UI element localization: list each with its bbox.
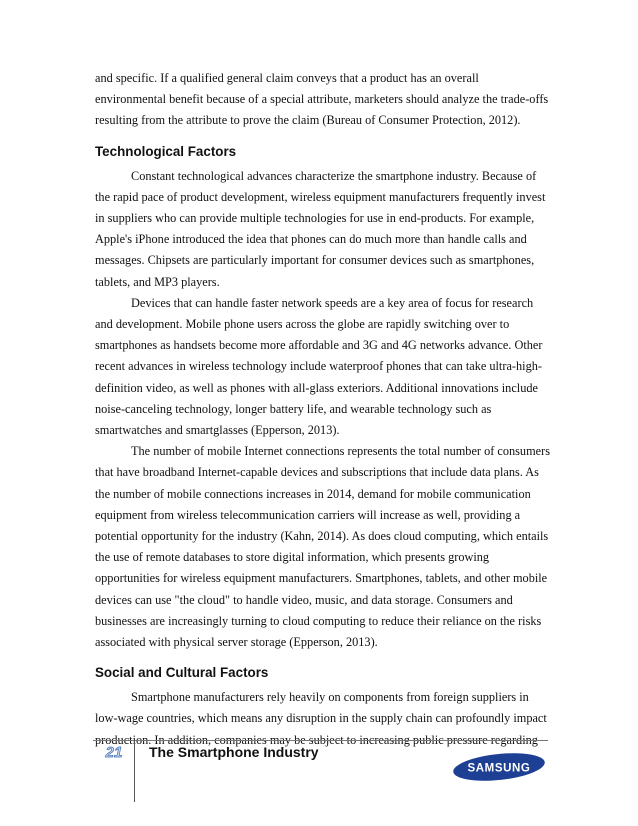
heading-social-cultural-factors: Social and Cultural Factors: [95, 665, 269, 681]
footer-vertical-divider: [134, 740, 135, 802]
paragraph-tech-1: Constant technological advances characterize the smartphone industry. Because of the rapid pace of product development, wireless equipment manufacturers frequently invest in suppliers who can provide multiple technologies for use in end-products. For example, Apple's iPhone introduced the idea that phones can do much more than handle calls and messages. Chipsets are particularly important for consumer devices such as smartphones, tablets, and MP3 players.: [95, 168, 546, 289]
page-body: [95, 68, 550, 751]
page-number: 21: [105, 744, 123, 761]
paragraph-tech-3: The number of mobile Internet connections represents the total number of consumers that have broadband Internet-capable devices and subscriptions that include data plans. As the number of mobile connections increases in 2014, demand for mobile communication equipment from wireless telecommunication carriers will increase as well, providing a potential opportunity for the industry (Kahn, 2014). As does cloud computing, which entails the use of remote databases to store digital information, which presents growing opportunities for wireless equipment manufacturers. Smartphones, tablets, and other mobile devices can use "the cloud" to handle video, music, and data storage. Consumers and businesses are increasingly turning to cloud computing to reduce their reliance on the risks associated with physical server storage (Epperson, 2013).: [95, 444, 550, 650]
samsung-logo: [452, 751, 546, 783]
paragraph-tech-2: Devices that can handle faster network speeds are a key area of focus for research and development. Mobile phone users across the globe are rapidly switching over to smartphones as handsets become more affordable and 3G and 4G networks advance. Other recent advances in wireless technology include waterproof phones that can take ultra-high-definition video, as well as phones with all-glass exteriors. Additional innovations include noise-canceling technology, longer battery life, and wearable technology such as smartwatches and smartglasses (Epperson, 2013).: [95, 295, 543, 438]
paragraph-social-1: Smartphone manufacturers rely heavily on components from foreign suppliers in low-wage countries, which means any disruption in the supply chain can profoundly impact production. In addition, companies may be subject to increasing public pressure regarding: [95, 690, 547, 747]
heading-technological-factors: Technological Factors: [95, 143, 237, 159]
paragraph-intro: and specific. If a qualified general claim conveys that a product has an overall environmental benefit because of a special attribute, marketers should analyze the trade-offs resulting from the attribute to prove the claim (Bureau of Consumer Protection, 2012).: [95, 71, 549, 128]
footer-divider: [93, 740, 548, 741]
footer-title: The Smartphone Industry: [149, 744, 319, 760]
samsung-logo-text: SAMSUNG: [467, 762, 531, 775]
